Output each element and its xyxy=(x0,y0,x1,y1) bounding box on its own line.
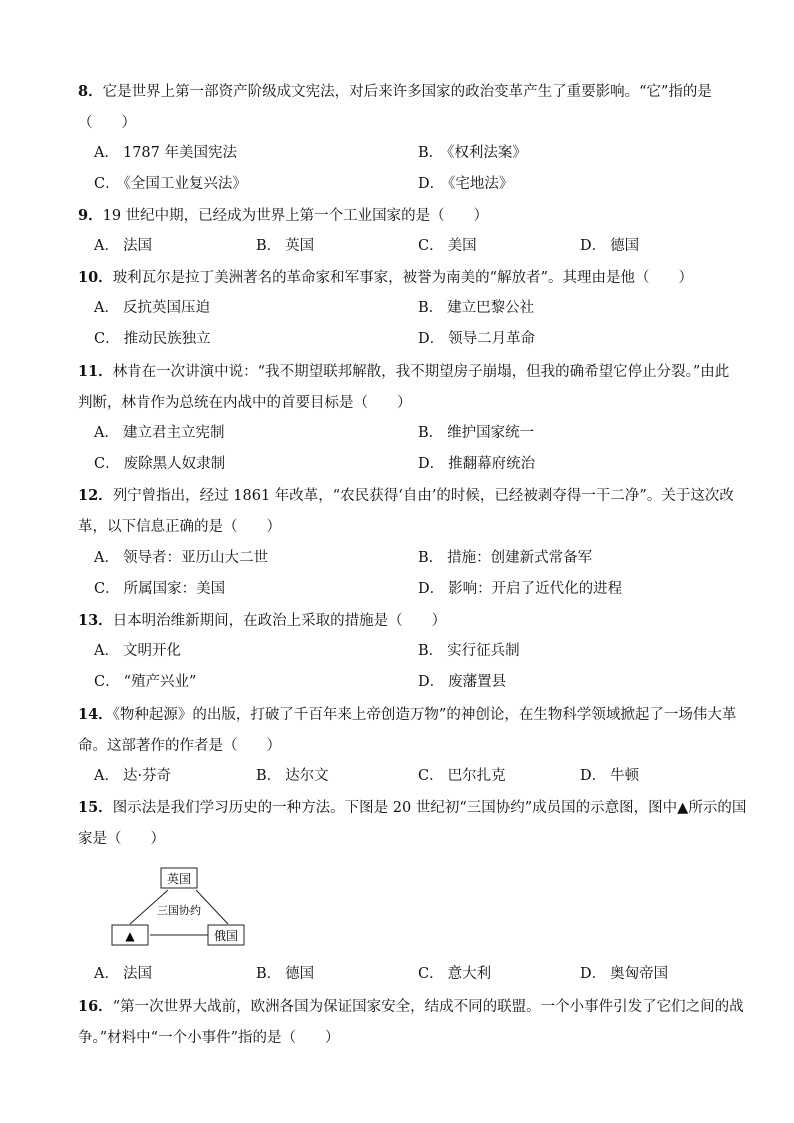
question-number: 16． xyxy=(78,998,113,1015)
option-d[interactable]: D． 德国 xyxy=(580,238,640,254)
question-number: 15． xyxy=(78,799,113,816)
question-10 xyxy=(78,262,758,294)
options-row xyxy=(94,138,744,169)
options-row xyxy=(94,636,744,667)
option-b[interactable]: B． 维护国家统一 xyxy=(418,425,535,441)
option-c[interactable]: C． “殖产兴业” xyxy=(94,674,197,690)
question-number: 10． xyxy=(78,269,113,286)
options-row xyxy=(94,761,744,792)
option-d[interactable]: D． 《宅地法》 xyxy=(418,176,514,192)
option-d[interactable]: D． 牛顿 xyxy=(580,768,640,784)
option-b[interactable]: B． 英国 xyxy=(256,238,315,254)
question-number: 8． xyxy=(78,83,103,100)
question-line: 命。这部著作的作者是（ ） xyxy=(78,738,281,754)
question-line: 16．“第一次世界大战前，欧洲各国为保证国家安全，结成不同的联盟。一个小事件引发了它们之间的战 xyxy=(78,998,744,1015)
question-number: 12． xyxy=(78,487,113,504)
option-d[interactable]: D． 领导二月革命 xyxy=(418,331,536,347)
question-line: 争。”材料中“一个小事件”指的是（ ） xyxy=(78,1030,340,1046)
options-row xyxy=(94,169,744,200)
question-15 xyxy=(78,792,758,855)
option-a[interactable]: A． 法国 xyxy=(94,966,152,982)
option-d[interactable]: D． 废藩置县 xyxy=(418,674,507,690)
question-line: 10．玻利瓦尔是拉丁美洲著名的革命家和军事家，被誉为南美的“解放者”。其理由是他（ ） xyxy=(78,269,694,286)
question-number: 11． xyxy=(78,363,113,380)
options-row xyxy=(94,231,744,262)
right-box-label: 俄国 xyxy=(213,929,239,943)
option-c[interactable]: C． 《全国工业复兴法》 xyxy=(94,176,247,192)
question-line: 14．《物种起源》的出版，打破了千百年来上帝创造万物”的神创论，在生物科学领域掀起了一场伟大革 xyxy=(78,706,737,723)
question-line: 判断，林肯作为总统在内战中的首要目标是（ ） xyxy=(78,395,412,411)
question-13 xyxy=(78,605,758,637)
question-16 xyxy=(78,991,758,1054)
option-d[interactable]: D． 影响：开启了近代化的进程 xyxy=(418,581,623,597)
triple-entente-diagram xyxy=(108,862,248,952)
option-c[interactable]: C． 废除黑人奴隶制 xyxy=(94,456,226,472)
question-11 xyxy=(78,356,758,419)
center-label: 三国协约 xyxy=(157,904,201,917)
triangle-icon: ▲ xyxy=(125,929,135,943)
option-b[interactable]: B． 实行征兵制 xyxy=(418,643,520,659)
question-8 xyxy=(78,76,758,139)
option-c[interactable]: C． 所属国家：美国 xyxy=(94,581,226,597)
question-line: 11．林肯在一次讲演中说：“我不期望联邦解散，我不期望房子崩塌，但我的确希望它停止分裂。”由此 xyxy=(78,363,730,380)
option-b[interactable]: B． 达尔文 xyxy=(256,768,329,784)
option-a[interactable]: A． 反抗英国压迫 xyxy=(94,300,210,316)
option-a[interactable]: A． 法国 xyxy=(94,238,152,254)
question-9 xyxy=(78,200,758,232)
question-number: 14． xyxy=(78,706,113,723)
option-b[interactable]: B． 建立巴黎公社 xyxy=(418,300,535,316)
option-b[interactable]: B． 措施：创建新式常备军 xyxy=(418,550,593,566)
question-line: 家是（ ） xyxy=(78,831,165,847)
option-c[interactable]: C． 巴尔扎克 xyxy=(418,768,506,784)
question-line: 8．它是世界上第一部资产阶级成文宪法，对后来许多国家的政治变革产生了重要影响。“它”指的是 xyxy=(78,83,712,100)
question-line: 12．列宁曾指出，经过 1861 年改革，“农民获得‘自由’的时候，已经被剥夺得一干二净”。关于这次改 xyxy=(78,487,734,504)
options-row xyxy=(94,324,744,355)
option-b[interactable]: B． 《权利法案》 xyxy=(418,145,527,161)
question-line: 9．19 世纪中期，已经成为世界上第一个工业国家的是（ ） xyxy=(78,207,489,224)
option-c[interactable]: C． 推动民族独立 xyxy=(94,331,211,347)
options-row xyxy=(94,543,744,574)
options-row xyxy=(94,449,744,480)
question-12 xyxy=(78,480,758,543)
question-line: 革，以下信息正确的是（ ） xyxy=(78,519,281,535)
question-14 xyxy=(78,699,758,762)
option-a[interactable]: A． 文明开化 xyxy=(94,643,181,659)
question-number: 13． xyxy=(78,612,113,629)
question-line: （ ） xyxy=(78,115,136,131)
option-a[interactable]: A． 达·芬奇 xyxy=(94,768,172,784)
question-number: 9． xyxy=(78,207,103,224)
option-c[interactable]: C． 意大利 xyxy=(418,966,492,982)
options-row xyxy=(94,293,744,324)
option-b[interactable]: B． 德国 xyxy=(256,966,315,982)
question-line: 13．日本明治维新期间，在政治上采取的措施是（ ） xyxy=(78,612,447,629)
options-row xyxy=(94,418,744,449)
option-a[interactable]: A． 建立君主立宪制 xyxy=(94,425,225,441)
option-a[interactable]: A． 领导者：亚历山大二世 xyxy=(94,550,268,566)
options-row xyxy=(94,667,744,698)
options-row xyxy=(94,574,744,605)
option-d[interactable]: D． 推翻幕府统治 xyxy=(418,456,536,472)
option-a[interactable]: A． 1787 年美国宪法 xyxy=(94,145,237,161)
option-d[interactable]: D． 奥匈帝国 xyxy=(580,966,669,982)
top-box-label: 英国 xyxy=(166,872,192,886)
options-row xyxy=(94,959,744,990)
question-line: 15．图示法是我们学习历史的一种方法。下图是 20 世纪初“三国协约”成员国的示意图，图中▲所示的国 xyxy=(78,799,747,816)
option-c[interactable]: C． 美国 xyxy=(418,238,477,254)
